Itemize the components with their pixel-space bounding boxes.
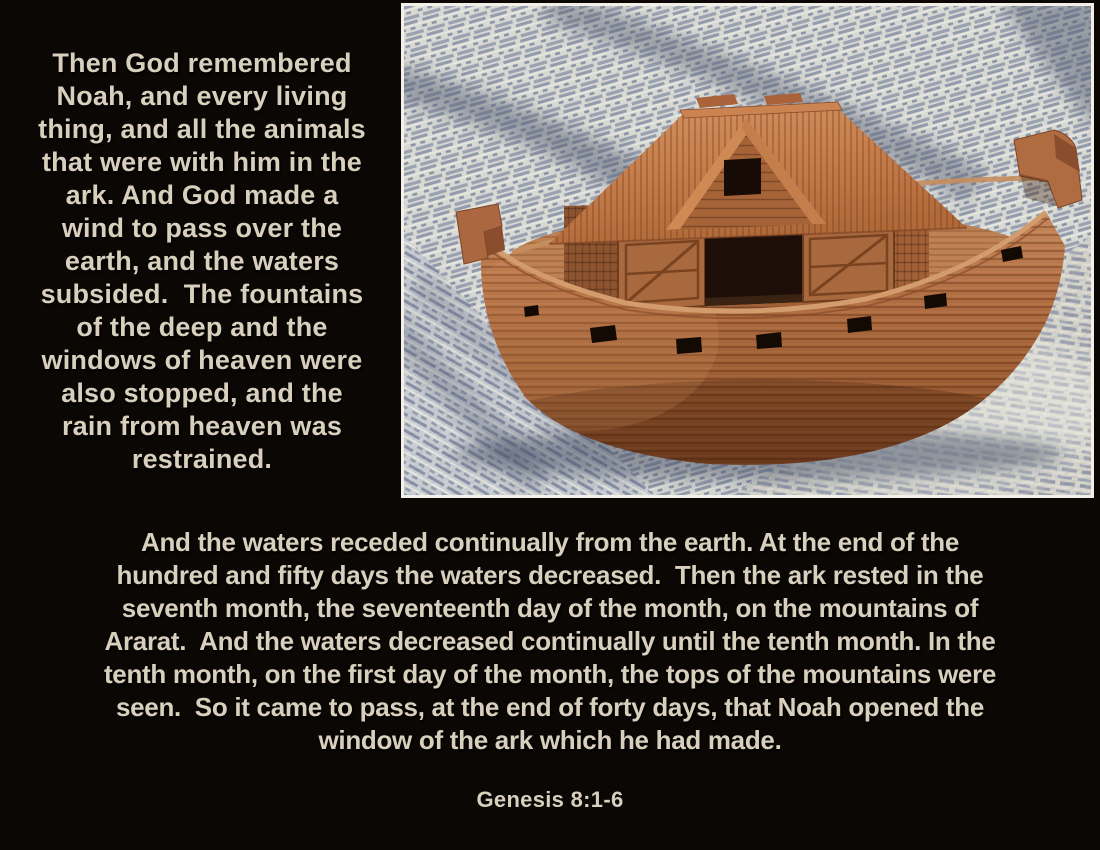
- left-barn-door: [618, 234, 705, 312]
- verse-line: of the deep and the: [76, 312, 328, 342]
- verse-line: restrained.: [131, 444, 273, 474]
- verse-line: Then God remembered: [52, 48, 352, 78]
- verse-line: windows of heaven were: [41, 345, 363, 375]
- dormer-window: [724, 158, 761, 196]
- verse-line: seventh month, the seventeenth day of the month, on the mountains of: [121, 593, 979, 623]
- verse-line: Noah, and every living: [56, 81, 348, 111]
- verse-line: that were with him in the: [41, 147, 363, 177]
- verse-line: thing, and all the animals: [38, 114, 366, 144]
- verse-line: also stopped, and the: [61, 378, 343, 408]
- verse-line: window of the ark which he had made.: [318, 725, 782, 755]
- scripture-reference: Genesis 8:1-6: [476, 787, 624, 812]
- verse-line: ark. And God made a: [65, 180, 339, 210]
- verse-line: seen. So it came to pass, at the end of forty days, that Noah opened the: [115, 692, 985, 722]
- verse-line: And the waters receded continually from the earth. At the end of the: [141, 527, 959, 557]
- verse-bottom-block: [0, 526, 1100, 757]
- verse-line: wind to pass over the: [61, 213, 343, 243]
- verse-line: Ararat. And the waters decreased continually until the tenth month. In the: [104, 626, 996, 656]
- verse-line: earth, and the waters: [64, 246, 340, 276]
- verse-line: rain from heaven was: [61, 411, 343, 441]
- verse-line: tenth month, on the first day of the month, the tops of the mountains were: [103, 659, 997, 689]
- verse-left-block: [4, 47, 400, 476]
- verse-line: subsided. The fountains: [40, 279, 364, 309]
- ark-photo: [401, 3, 1094, 498]
- right-barn-door: [803, 228, 894, 302]
- verse-line: hundred and fifty days the waters decreased. Then the ark rested in the: [116, 560, 984, 590]
